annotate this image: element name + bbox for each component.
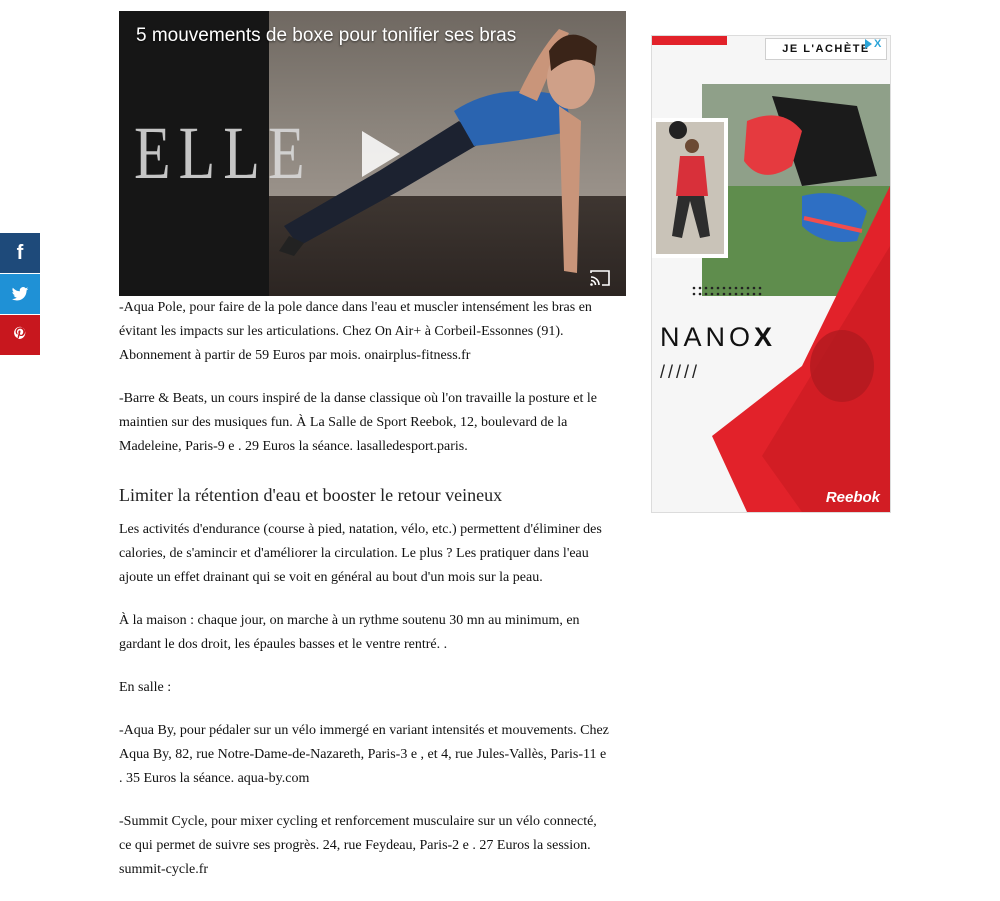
article-paragraph: En salle :: [119, 680, 172, 695]
ad-product-logo: [660, 322, 776, 353]
share-rail: [0, 233, 40, 356]
video-thumbnail-figure: [259, 11, 626, 296]
ad-product-name: NANO: [660, 322, 755, 352]
cast-button[interactable]: [590, 270, 610, 286]
facebook-icon: f: [16, 241, 24, 264]
article-paragraph: Les activités d'endurance (course à pied, natation, vélo, etc.) permettent d'éliminer des calories, de s'amincir et d'améliorer la circulation. Le plus ? Les pratiquer dans l'eau ajoute un effet drainant qui se voit en général au bout d'un mois sur la peau.: [119, 522, 602, 585]
ad-product-suffix: X: [754, 322, 777, 352]
ad-buy-button[interactable]: JE L'ACHÈTE: [765, 38, 887, 60]
article-body: [119, 296, 611, 901]
facebook-share-button[interactable]: [0, 233, 40, 273]
ad-close-icon: X: [874, 38, 882, 50]
ad-slash-decoration: /////: [660, 362, 701, 382]
article-paragraph: À la maison : chaque jour, on marche à un rythme soutenu 30 mn au minimum, en gardant le dos droit, les épaules basses et le ventre rentré. .: [119, 613, 580, 652]
video-title: 5 mouvements de boxe pour tonifier ses bras: [136, 25, 517, 46]
pinterest-icon: [11, 326, 29, 344]
play-icon: [354, 129, 404, 179]
video-brand-logo: ELLE: [134, 111, 313, 195]
twitter-icon: [11, 285, 29, 303]
article-paragraph: -Summit Cycle, pour mixer cycling et renforcement musculaire sur un vélo connecté, ce qui permet de suivre ses progrès. 24, rue Feydeau, Paris-2 e . 27 Euros la session. summit-cycle.fr: [119, 814, 597, 877]
ad-brand-logo: Reebok: [825, 489, 880, 506]
article-paragraph: -Aqua By, pour pédaler sur un vélo immergé en variant intensités et mouvements. Chez Aqua By, 82, rue Notre-Dame-de-Nazareth, Paris-3 e , et 4, rue Jules-Vallès, Paris-11 e . 35 Euros la séance. aqua-by.com: [119, 723, 609, 786]
video-player[interactable]: [119, 11, 626, 296]
ad-visual: [652, 36, 890, 512]
cast-icon: [590, 270, 610, 286]
play-button[interactable]: [354, 129, 404, 179]
article-paragraph: -Barre & Beats, un cours inspiré de la danse classique où l'on travaille la posture et le maintien sur des musiques fun. À La Salle de Sport Reebok, 12, boulevard de la Madeleine, Paris-9 e . 29 Euros la séance. lasalledesport.paris.: [119, 391, 597, 454]
twitter-share-button[interactable]: [0, 274, 40, 314]
article-paragraph: -Aqua Pole, pour faire de la pole dance dans l'eau et muscler intensément les bras en évitant les impacts sur les articulations. Chez On Air+ à Corbeil-Essonnes (91). Abonnement à partir de 59 Euros par mois. onairplus-fitness.fr: [119, 300, 592, 363]
advertisement[interactable]: [651, 35, 891, 513]
pinterest-share-button[interactable]: [0, 315, 40, 355]
section-heading: Limiter la rétention d'eau et booster le retour veineux: [119, 485, 503, 505]
